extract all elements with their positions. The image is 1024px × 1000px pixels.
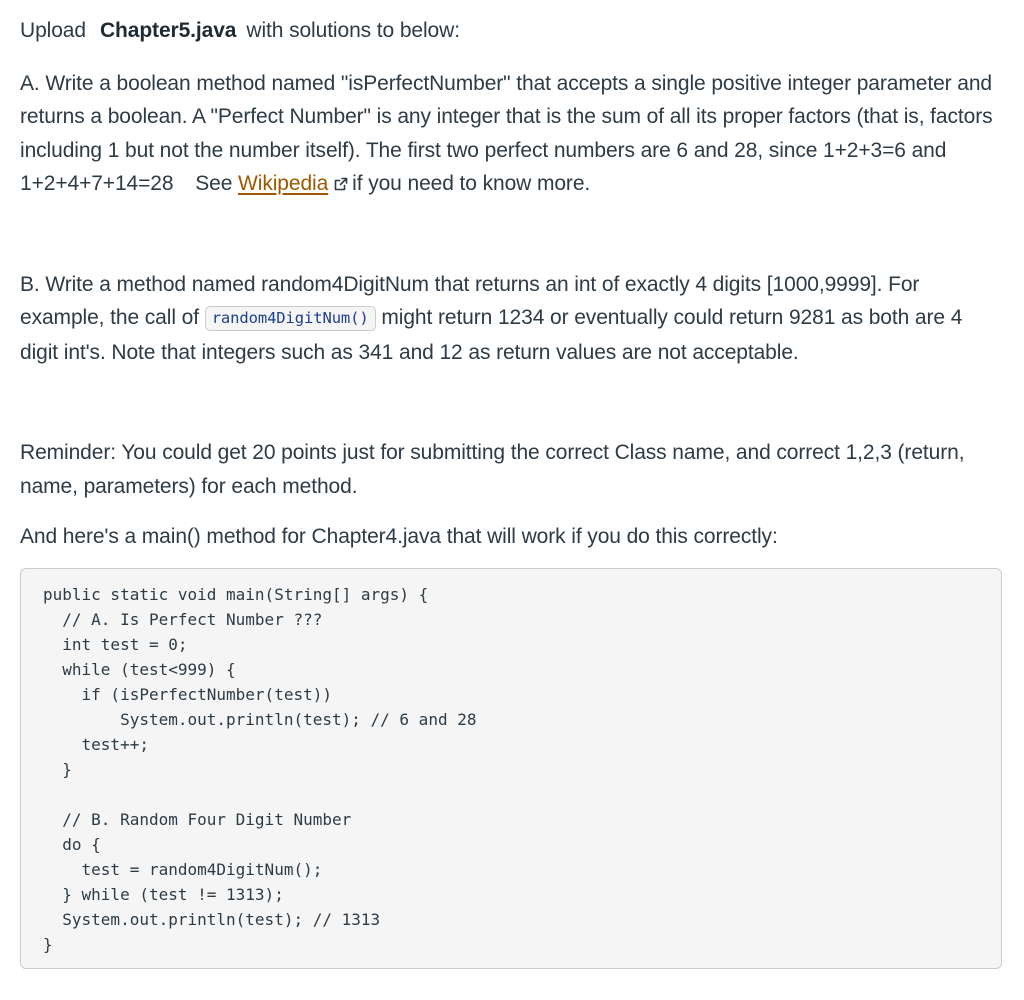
code-line: test = random4DigitNum(); [43,859,323,879]
upload-suffix: with solutions to below: [246,19,460,42]
main-method-intro: And here's a main() method for Chapter4.java that will work if you do this correctly: [20,525,778,548]
code-line: // B. Random Four Digit Number [43,809,352,829]
code-line: test++; [43,734,149,754]
section-a-paragraph [20,67,1004,201]
code-line: if (isPerfectNumber(test)) [43,684,332,704]
section-b-after-code: might return 1234 or eventually could return 9281 as both are 4 digit int's. Note that integers such as 341 and 12 as return values are not acceptable. [20,306,963,364]
code-line: System.out.println(test); // 6 and 28 [43,709,477,729]
section-b-text: B. Write a method named random4DigitNum that returns an int of exactly 4 digits [1000,9999]. For example, the call of [20,272,920,329]
section-a-after-link: if you need to know more. [352,172,591,195]
code-line: int test = 0; [43,634,188,654]
code-line: public static void main(String[] args) { [43,584,429,604]
code-line: do { [43,834,101,854]
upload-instructions [20,14,1004,48]
code-line: System.out.println(test); // 1313 [43,909,381,929]
see-label: See [195,172,233,195]
section-a-text: A. Write a boolean method named "isPerfectNumber" that accepts a single positive integer parameter and returns a boolean. A "Perfect Number" is any integer that is the sum of all its proper factors (that is, factors including 1 but not the number itself). The first two perfect numbers are 6 and 28, since 1+2+3=6 and 1+2+4+7+14=28 [20,71,993,195]
code-line: } [43,759,72,779]
code-block-content [43,582,476,957]
assignment-content [20,14,1004,969]
upload-filename: Chapter5.java [99,19,237,42]
code-line: while (test<999) { [43,659,236,679]
wikipedia-link[interactable]: Wikipedia [238,172,329,195]
code-line: } while (test != 1313); [43,884,284,904]
code-block [20,568,1002,969]
external-link-icon[interactable] [334,177,348,191]
inline-code-random4digitnum: random4DigitNum() [205,306,376,331]
section-b-paragraph [20,268,1004,370]
code-line: // A. Is Perfect Number ??? [43,609,323,629]
code-line: } [43,934,53,954]
reminder-paragraph: Reminder: You could get 20 points just for submitting the correct Class name, and correct 1,2,3 (return, name, parameters) for each method. [20,441,965,498]
upload-prefix: Upload [20,19,86,42]
